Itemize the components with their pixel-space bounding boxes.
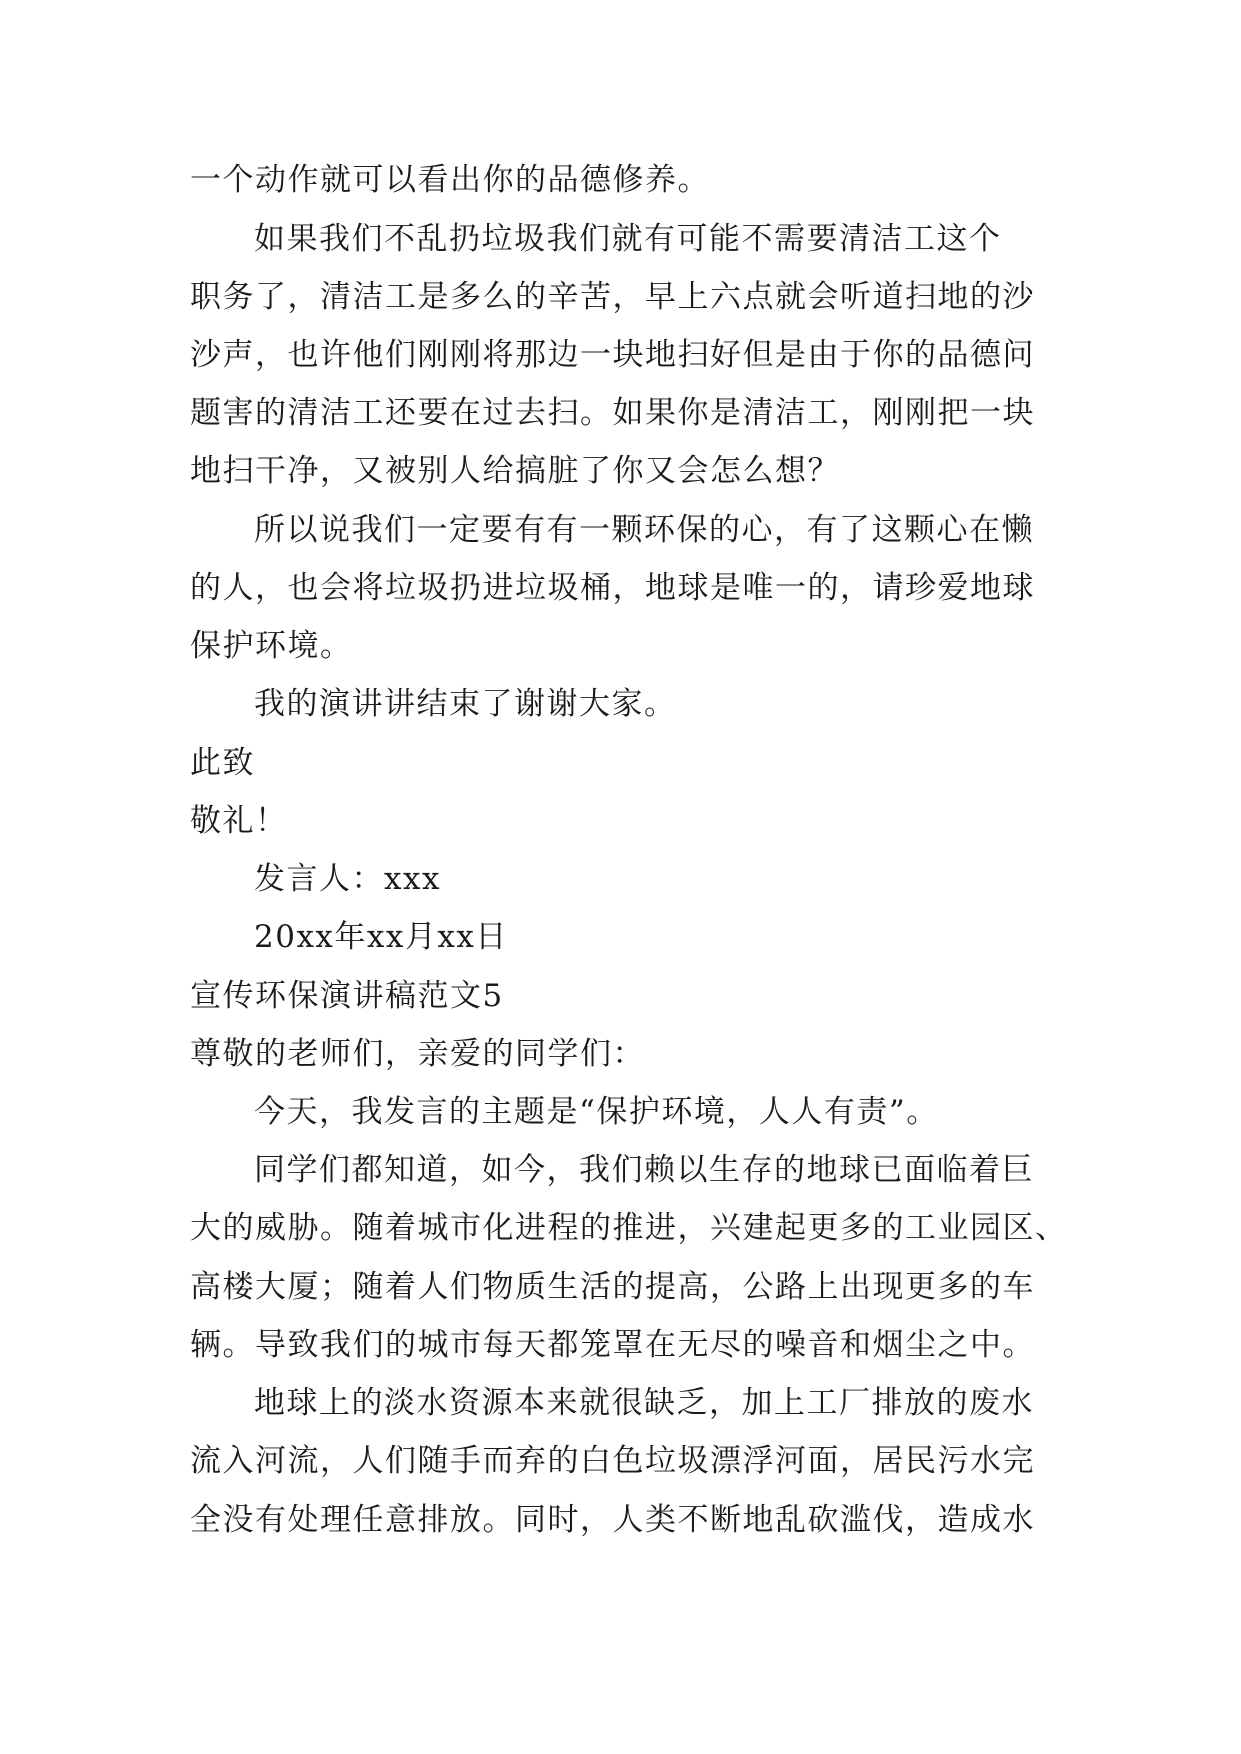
salutation-line: 敬礼！ [190,803,288,839]
paragraph-start: 所以说我们一定要有有一颗环保的心，有了这颗心在懒 [254,512,1034,548]
text-line: 一个动作就可以看出你的品德修养。 [190,162,710,198]
section-title: 宣传环保演讲稿范文5 [190,978,504,1014]
greeting-line: 尊敬的老师们，亲爱的同学们： [190,1036,645,1072]
text-line: 保护环境。 [190,628,353,664]
speaker-signature: 发言人：xxx [254,861,441,897]
text-line: 地扫干净，又被别人给搞脏了你又会怎么想？ [190,453,840,489]
text-line: 高楼大厦；随着人们物质生活的提高，公路上出现更多的车 [190,1269,1035,1305]
text-line: 的人，也会将垃圾扔进垃圾桶，地球是唯一的，请珍爱地球 [190,570,1035,606]
text-line: 辆。导致我们的城市每天都笼罩在无尽的噪音和烟尘之中。 [190,1327,1035,1363]
paragraph-start: 如果我们不乱扔垃圾我们就有可能不需要清洁工这个 [254,221,1002,257]
paragraph-start: 地球上的淡水资源本来就很缺乏，加上工厂排放的废水 [254,1385,1034,1421]
text-line: 流入河流，人们随手而弃的白色垃圾漂浮河面，居民污水完 [190,1443,1035,1479]
text-line: 职务了，清洁工是多么的辛苦，早上六点就会听道扫地的沙 [190,279,1035,315]
date-line: 20xx年xx月xx日 [254,919,508,955]
salutation-line: 此致 [190,745,255,781]
closing-remark: 我的演讲讲结束了谢谢大家。 [254,686,677,722]
paragraph-start: 同学们都知道，如今，我们赖以生存的地球已面临着巨 [254,1152,1034,1188]
text-line: 题害的清洁工还要在过去扫。如果你是清洁工，刚刚把一块 [190,395,1035,431]
text-line: 沙声，也许他们刚刚将那边一块地扫好但是由于你的品德问 [190,337,1035,373]
paragraph-start: 今天，我发言的主题是“保护环境，人人有责”。 [254,1094,939,1130]
text-line: 全没有处理任意排放。同时，人类不断地乱砍滥伐，造成水 [190,1502,1035,1538]
text-line: 大的威胁。随着城市化进程的推进，兴建起更多的工业园区、 [190,1210,1068,1246]
